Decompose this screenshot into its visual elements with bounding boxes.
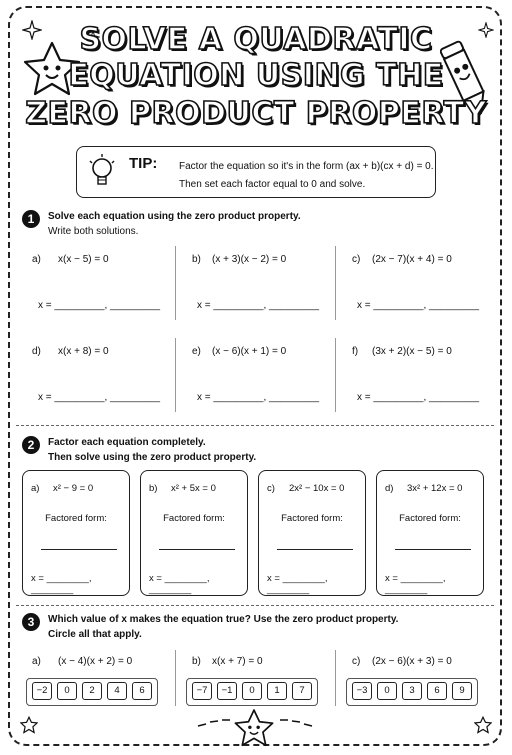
- section-3-number: 3: [22, 613, 40, 631]
- problem-1b-equation: (x + 3)(x − 2) = 0: [212, 254, 287, 265]
- choice-chip[interactable]: 0: [57, 682, 77, 700]
- card-answer[interactable]: x = ________, ________: [267, 573, 328, 595]
- choice-chip[interactable]: −7: [192, 682, 212, 700]
- title-line-1: SOLVE A QUADRATIC: [79, 22, 433, 57]
- tip-text-2: Then set each factor equal to 0 and solve.: [179, 179, 366, 190]
- title-line-2: EQUATION USING THE: [68, 58, 444, 93]
- problem-3c-equation: (2x − 6)(x + 3) = 0: [372, 656, 452, 667]
- problem-1d-answer[interactable]: x = _________, _________: [38, 392, 161, 403]
- choice-chip[interactable]: 6: [427, 682, 447, 700]
- lightbulb-icon: [87, 153, 117, 191]
- divider: [335, 650, 336, 706]
- choices-3b: [192, 682, 312, 700]
- star-mascot-icon: [232, 708, 276, 748]
- section-separator: [16, 425, 494, 426]
- problem-3b-label: b): [192, 656, 201, 667]
- problem-1c-equation: (2x − 7)(x + 4) = 0: [372, 254, 452, 265]
- card-equation: 2x² − 10x = 0: [289, 483, 345, 494]
- factor-card-c: [258, 470, 366, 596]
- problem-3c-label: c): [352, 656, 361, 667]
- problem-1c-label: c): [352, 254, 361, 265]
- card-answer[interactable]: x = ________, ________: [31, 573, 92, 595]
- factored-form-label: Factored form:: [163, 513, 225, 524]
- factored-form-label: Factored form:: [281, 513, 343, 524]
- tip-text-1: Factor the equation so it's in the form (ax + b)(cx + d) = 0.: [179, 161, 434, 172]
- problem-1e-answer[interactable]: x = _________, _________: [197, 392, 320, 403]
- card-equation: x² + 5x = 0: [171, 483, 216, 494]
- divider: [335, 246, 336, 320]
- section-3-instruction-2: Circle all that apply.: [48, 629, 142, 640]
- card-label: a): [31, 483, 40, 494]
- choice-chip[interactable]: 1: [267, 682, 287, 700]
- section-1-instruction-2: Write both solutions.: [48, 226, 139, 237]
- factored-form-line[interactable]: [41, 549, 117, 550]
- factored-form-label: Factored form:: [399, 513, 461, 524]
- problem-1d-label: d): [32, 346, 41, 357]
- factor-card-a: [22, 470, 130, 596]
- card-label: d): [385, 483, 394, 494]
- problem-3a-label: a): [32, 656, 41, 667]
- factored-form-line[interactable]: [395, 549, 471, 550]
- problem-1b-label: b): [192, 254, 201, 265]
- section-2-instruction-2: Then solve using the zero product property.: [48, 452, 257, 463]
- card-answer[interactable]: x = ________, ________: [149, 573, 210, 595]
- choice-chip[interactable]: −3: [352, 682, 372, 700]
- factored-form-line[interactable]: [277, 549, 353, 550]
- divider: [175, 246, 176, 320]
- small-star-icon: [20, 716, 38, 734]
- choice-chip[interactable]: 3: [402, 682, 422, 700]
- problem-1f-equation: (3x + 2)(x − 5) = 0: [372, 346, 452, 357]
- choice-chip[interactable]: 9: [452, 682, 472, 700]
- factored-form-line[interactable]: [159, 549, 235, 550]
- problem-3b-equation: x(x + 7) = 0: [212, 656, 263, 667]
- factored-form-label: Factored form:: [45, 513, 107, 524]
- factor-card-d: [376, 470, 484, 596]
- section-2-instruction: Factor each equation completely.: [48, 437, 206, 448]
- section-separator: [16, 605, 494, 606]
- choice-chip[interactable]: −2: [32, 682, 52, 700]
- choice-chip[interactable]: 2: [82, 682, 102, 700]
- card-equation: 3x² + 12x = 0: [407, 483, 463, 494]
- factor-card-b: [140, 470, 248, 596]
- section-3-instruction: Which value of x makes the equation true? Use the zero product property.: [48, 614, 399, 625]
- problem-1a-answer[interactable]: x = _________, _________: [38, 300, 161, 311]
- tip-label: TIP:: [129, 155, 158, 172]
- small-star-icon: [474, 716, 492, 734]
- problem-1c-answer[interactable]: x = _________, _________: [357, 300, 480, 311]
- problem-1f-answer[interactable]: x = _________, _________: [357, 392, 480, 403]
- choice-chip[interactable]: 6: [132, 682, 152, 700]
- divider: [175, 338, 176, 412]
- problem-1a-equation: x(x − 5) = 0: [58, 254, 109, 265]
- title-line-3: ZERO PRODUCT PROPERTY: [25, 96, 487, 131]
- problem-1b-answer[interactable]: x = _________, _________: [197, 300, 320, 311]
- choices-3c: [352, 682, 472, 700]
- card-equation: x² − 9 = 0: [53, 483, 94, 494]
- choices-3a: [32, 682, 152, 700]
- sparkle-icon: [278, 716, 314, 730]
- card-label: b): [149, 483, 158, 494]
- divider: [335, 338, 336, 412]
- section-1-number: 1: [22, 210, 40, 228]
- problem-1e-equation: (x − 6)(x + 1) = 0: [212, 346, 287, 357]
- problem-1e-label: e): [192, 346, 201, 357]
- sparkle-icon: [196, 716, 232, 730]
- choice-chip[interactable]: 7: [292, 682, 312, 700]
- problem-1d-equation: x(x + 8) = 0: [58, 346, 109, 357]
- choice-chip[interactable]: 4: [107, 682, 127, 700]
- choice-chip[interactable]: −1: [217, 682, 237, 700]
- choice-chip[interactable]: 0: [377, 682, 397, 700]
- tip-box: [76, 146, 436, 198]
- choice-chip[interactable]: 0: [242, 682, 262, 700]
- section-2-number: 2: [22, 436, 40, 454]
- divider: [175, 650, 176, 706]
- section-1-instruction: Solve each equation using the zero product property.: [48, 211, 301, 222]
- problem-1a-label: a): [32, 254, 41, 265]
- card-label: c): [267, 483, 275, 494]
- card-answer[interactable]: x = ________, ________: [385, 573, 446, 595]
- problem-3a-equation: (x − 4)(x + 2) = 0: [58, 656, 133, 667]
- problem-1f-label: f): [352, 346, 359, 357]
